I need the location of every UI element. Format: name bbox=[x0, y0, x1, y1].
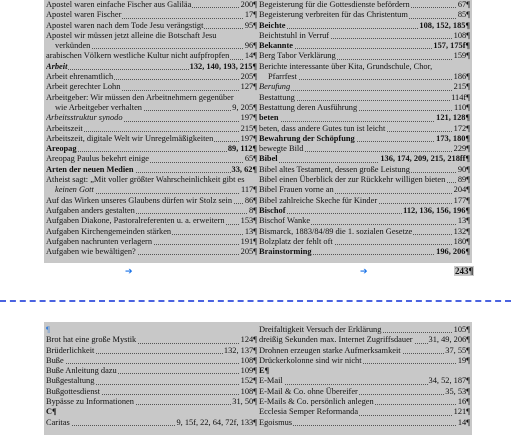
paragraph-mark bbox=[46, 325, 257, 335]
index-entry bbox=[259, 387, 470, 397]
index-entry bbox=[259, 93, 470, 103]
page-reference: 90¶ bbox=[457, 164, 470, 174]
index-term: dreißig Sekunden max. Internet Zugriffsdauer bbox=[259, 335, 413, 345]
index-entry bbox=[259, 227, 470, 237]
index-term: Bibel einen Überblick der zur Rückkehr willigen bieten bbox=[259, 175, 446, 185]
page-reference: 112, 136, 156, 196¶ bbox=[403, 205, 470, 215]
page-reference: 177¶ bbox=[453, 195, 470, 205]
page-reference: 215¶ bbox=[240, 123, 257, 133]
index-term: Berichte interessante über Kita, Grundschule, Chor, bbox=[259, 61, 433, 71]
index-term: wie Arbeitgeber verhalten bbox=[46, 103, 143, 112]
index-entry bbox=[46, 72, 257, 82]
index-entry bbox=[46, 356, 257, 366]
index-column-right bbox=[259, 0, 470, 257]
index-entry bbox=[46, 185, 257, 195]
index-term: Beichtstuhl in Verruf bbox=[259, 30, 330, 40]
dot-leader bbox=[46, 363, 257, 364]
page-reference: 196, 206¶ bbox=[436, 247, 470, 257]
page-reference: 127¶ bbox=[240, 82, 257, 92]
index-term: ¶ bbox=[46, 325, 50, 334]
index-entry bbox=[259, 196, 470, 206]
index-term: arabischen Völkern westliche Kultur nicht aufpfropfen bbox=[46, 51, 230, 61]
page-reference: 205¶ bbox=[240, 247, 257, 257]
index-column-left bbox=[46, 325, 257, 428]
index-term: Arbeitszeit bbox=[46, 123, 83, 133]
index-entry bbox=[259, 72, 470, 82]
index-term: Bekannte bbox=[259, 41, 293, 51]
index-term: Bibel altes Testament, dessen große Leistung bbox=[259, 164, 410, 174]
index-entry bbox=[259, 356, 470, 366]
index-entry bbox=[46, 113, 257, 123]
index-term: Arbeitgeber: Wir müssen den Arbeitnehmern gegenüber bbox=[46, 92, 234, 102]
page-reference: 205¶ bbox=[240, 72, 257, 82]
index-term: Beichte bbox=[259, 20, 286, 30]
index-term: Berufung bbox=[259, 82, 291, 92]
page-reference: 159¶ bbox=[453, 51, 470, 61]
index-term: Brüderlichkeit bbox=[46, 345, 95, 355]
index-entry bbox=[46, 175, 257, 185]
index-page-bottom bbox=[44, 322, 472, 435]
index-entry bbox=[259, 82, 470, 92]
page-reference: 16¶ bbox=[457, 397, 470, 407]
index-entry bbox=[259, 346, 470, 356]
index-entry bbox=[259, 51, 470, 61]
page-reference: 89¶ bbox=[457, 175, 470, 185]
page-reference: 229¶ bbox=[453, 144, 470, 154]
index-entry bbox=[46, 397, 257, 407]
index-entry bbox=[46, 41, 257, 51]
index-letter-heading bbox=[46, 407, 257, 417]
page-reference: 14¶ bbox=[244, 51, 257, 61]
index-term: keinen Gott bbox=[46, 185, 95, 194]
index-term: Caritas bbox=[46, 417, 70, 427]
page-reference: 35, 53¶ bbox=[445, 386, 470, 396]
index-term: Arten der neuen Medien bbox=[46, 164, 134, 174]
index-term: Begeisterung verbreiten für das Christentum bbox=[259, 10, 408, 20]
page-reference: 8¶ bbox=[249, 205, 257, 215]
page-reference: 85¶ bbox=[457, 10, 470, 20]
page-break-divider bbox=[0, 300, 511, 302]
index-term: Aufgaben Kirchengemeinden stärken bbox=[46, 226, 172, 236]
page-number: 243¶ bbox=[455, 266, 474, 276]
index-entry bbox=[46, 376, 257, 386]
index-term: Arbeit gerechter Lohn bbox=[46, 82, 121, 92]
index-entry bbox=[46, 103, 257, 113]
index-term: Aufgaben Diakone, Pastoralreferenten u. a. erweitern bbox=[46, 216, 225, 226]
index-term: Atheist sagt: „Mit voller größter Wahrscheinlichkeit gibt es bbox=[46, 175, 245, 185]
index-column-right bbox=[259, 325, 470, 428]
index-term: Aufgaben wie bewältigen? bbox=[46, 247, 136, 257]
index-term: Apostel waren Fischer bbox=[46, 10, 122, 20]
page-reference: 13¶ bbox=[244, 226, 257, 236]
page-reference: 65¶ bbox=[244, 154, 257, 164]
index-entry bbox=[46, 31, 257, 41]
page-reference: 13¶ bbox=[457, 216, 470, 226]
index-entry bbox=[259, 10, 470, 20]
index-term: Egoismus bbox=[259, 417, 293, 427]
page-reference: 197¶ bbox=[240, 113, 257, 123]
index-entry bbox=[259, 325, 470, 335]
page-reference: 19¶ bbox=[457, 355, 470, 365]
index-entry bbox=[46, 227, 257, 237]
index-term: Dreifaltigkeit Versuch der Erklärung bbox=[259, 325, 382, 334]
index-entry bbox=[259, 237, 470, 247]
index-term: C¶ bbox=[46, 407, 57, 417]
page-reference: 9, 15f, 22, 64, 72f, 133¶ bbox=[176, 417, 257, 427]
page-reference: 67¶ bbox=[457, 0, 470, 9]
index-term: Aufgaben nachrunten verlagern bbox=[46, 236, 153, 246]
index-term: Buße bbox=[46, 355, 64, 365]
index-term: Drückerkolonne sind wir nicht bbox=[259, 355, 362, 365]
index-term: Bischof Wanke bbox=[259, 216, 311, 226]
index-entry bbox=[259, 185, 470, 195]
index-term: Areopag Paulus bekehrt einige bbox=[46, 154, 150, 164]
index-term: Arbeitszeit, digitale Welt wir Unregelmäßigkeiten bbox=[46, 133, 214, 143]
page-reference: 132¶ bbox=[453, 226, 470, 236]
index-entry bbox=[46, 247, 257, 257]
index-entry bbox=[46, 418, 257, 428]
index-entry bbox=[259, 175, 470, 185]
index-term: Aufgaben anders gestalten bbox=[46, 205, 135, 215]
index-term: Bestattung bbox=[259, 92, 295, 102]
index-term: Apostel waren einfache Fischer aus Galiläa bbox=[46, 0, 192, 9]
index-term: Pfarrfest bbox=[259, 72, 298, 81]
arrow-right-icon: ➔ bbox=[125, 267, 133, 277]
index-term: Bolzplatz der fehlt oft bbox=[259, 236, 333, 246]
page-reference: 34, 52, 187¶ bbox=[428, 376, 470, 386]
page-reference: 96¶ bbox=[244, 41, 257, 51]
index-term: Berg Tabor Verklärung bbox=[259, 51, 336, 61]
index-entry bbox=[46, 82, 257, 92]
page-reference: 95¶ bbox=[244, 20, 257, 30]
index-entry bbox=[46, 196, 257, 206]
index-entry bbox=[259, 41, 470, 51]
page-reference: 180¶ bbox=[453, 236, 470, 246]
page-reference: 152¶ bbox=[240, 376, 257, 386]
index-entry bbox=[259, 418, 470, 428]
index-term: bewegte Bild bbox=[259, 144, 304, 154]
index-term: verkünden bbox=[46, 41, 91, 50]
index-term: Drohnen erzeugen starke Aufmerksamkeit bbox=[259, 345, 401, 355]
index-term: Bismarck, 1883/84/89 die 1. sozialen Gesetze bbox=[259, 226, 413, 236]
page-reference: 108, 152, 185¶ bbox=[419, 20, 470, 30]
index-entry bbox=[46, 154, 257, 164]
page-reference: 108¶ bbox=[240, 355, 257, 365]
page-reference: 121, 128¶ bbox=[436, 113, 470, 123]
index-entry bbox=[259, 216, 470, 226]
index-entry bbox=[259, 335, 470, 345]
index-term: E-Mail & Co. ohne Übereifer bbox=[259, 386, 358, 396]
index-term: Apostel waren nach dem Tode Jesu verängstigt bbox=[46, 20, 204, 30]
index-entry bbox=[46, 387, 257, 397]
index-entry bbox=[259, 113, 470, 123]
index-entry bbox=[46, 124, 257, 134]
page-reference: 105¶ bbox=[453, 325, 470, 334]
index-entry bbox=[259, 0, 470, 10]
index-term: Brainstorming bbox=[259, 247, 312, 257]
index-page-top bbox=[44, 0, 472, 263]
index-letter-heading bbox=[259, 366, 470, 376]
page-reference: 31, 49, 206¶ bbox=[428, 335, 470, 345]
index-term: Bußgestaltung bbox=[46, 376, 95, 386]
index-entry bbox=[46, 93, 257, 103]
index-term: Bibel bbox=[259, 154, 278, 164]
index-term: Ecclesia Semper Reformanda bbox=[259, 407, 359, 417]
page-reference: 132, 140, 193, 215¶ bbox=[189, 61, 257, 71]
index-term: Bibel zahlreiche Skeche für Kinder bbox=[259, 195, 378, 205]
index-term: E¶ bbox=[259, 366, 270, 376]
page-reference: 31, 50¶ bbox=[232, 397, 257, 407]
index-term: Bestattung deren Ausführung bbox=[259, 102, 358, 112]
index-entry bbox=[259, 31, 470, 41]
index-entry bbox=[46, 346, 257, 356]
index-entry bbox=[46, 62, 257, 72]
index-term: Begeisterung für die Gottesdienste befördern bbox=[259, 0, 410, 9]
page-reference: 197¶ bbox=[240, 133, 257, 143]
index-entry bbox=[259, 21, 470, 31]
page-reference: 121¶ bbox=[453, 407, 470, 417]
index-entry bbox=[46, 335, 257, 345]
index-term: E-Mails & Co. persönlich anlegen bbox=[259, 397, 374, 407]
index-term: Apostel wir müssen jetzt alleine die Botschaft Jesu bbox=[46, 30, 217, 40]
page-reference: 37, 55¶ bbox=[445, 345, 470, 355]
index-entry bbox=[46, 216, 257, 226]
index-entry bbox=[46, 51, 257, 61]
index-entry bbox=[46, 134, 257, 144]
index-term: Arbeitsstruktur synodo bbox=[46, 113, 123, 123]
index-term: Buße Anleitung dazu bbox=[46, 366, 117, 376]
index-entry bbox=[46, 366, 257, 376]
index-entry bbox=[259, 144, 470, 154]
arrow-right-icon: ➔ bbox=[360, 267, 368, 277]
page-reference: 215¶ bbox=[453, 82, 470, 92]
page-reference: 172¶ bbox=[453, 123, 470, 133]
index-entry bbox=[259, 165, 470, 175]
page-reference: 33, 62¶ bbox=[231, 164, 257, 174]
index-entry bbox=[259, 206, 470, 216]
page-reference: 124¶ bbox=[240, 335, 257, 345]
index-entry bbox=[46, 0, 257, 10]
index-term: beten bbox=[259, 113, 279, 123]
page-reference: 89, 112¶ bbox=[227, 144, 257, 154]
page-reference: 173, 180¶ bbox=[436, 133, 470, 143]
page-reference: 191¶ bbox=[240, 236, 257, 246]
page-reference: 200¶ bbox=[240, 0, 257, 9]
index-entry bbox=[46, 21, 257, 31]
page-reference: 204¶ bbox=[453, 185, 470, 195]
page-reference: 157, 175f¶ bbox=[433, 41, 470, 51]
index-entry bbox=[46, 237, 257, 247]
index-entry bbox=[46, 144, 257, 154]
index-entry bbox=[259, 407, 470, 417]
index-term: Bußgottesdienst bbox=[46, 386, 100, 396]
index-term: Bypässe zu Informationen bbox=[46, 397, 134, 407]
index-entry bbox=[46, 10, 257, 20]
page-reference: 108¶ bbox=[453, 30, 470, 40]
index-term: Arbeit bbox=[46, 61, 68, 71]
index-term: Areopag bbox=[46, 144, 77, 154]
index-term: Brot hat eine große Mystik bbox=[46, 335, 137, 345]
index-entry bbox=[259, 376, 470, 386]
page-reference: 9, 205¶ bbox=[232, 102, 257, 112]
index-entry bbox=[46, 165, 257, 175]
index-entry bbox=[259, 154, 470, 164]
index-entry bbox=[259, 103, 470, 113]
index-entry bbox=[259, 124, 470, 134]
index-entry bbox=[259, 247, 470, 257]
index-column-left bbox=[46, 0, 257, 257]
page-reference: 17¶ bbox=[244, 10, 257, 20]
page-reference: 108¶ bbox=[240, 386, 257, 396]
page-reference: 153¶ bbox=[240, 216, 257, 226]
page-reference: 109¶ bbox=[240, 366, 257, 376]
page-reference: 132, 137¶ bbox=[223, 345, 257, 355]
index-term: Arbeit ehrenamtlich bbox=[46, 72, 114, 82]
index-term: beten, dass andere Gutes tun ist leicht bbox=[259, 123, 386, 133]
index-entry bbox=[259, 134, 470, 144]
index-entry bbox=[259, 397, 470, 407]
index-term: Bibel Frauen vorne an bbox=[259, 185, 334, 195]
index-term: Bischof bbox=[259, 205, 286, 215]
page-reference: 110¶ bbox=[453, 102, 470, 112]
index-entry bbox=[46, 206, 257, 216]
index-term: Auf das Wirken unseres Glaubens dürfen wir Stolz sein bbox=[46, 195, 233, 205]
page-reference: 186¶ bbox=[453, 72, 470, 82]
index-term: E-Mail bbox=[259, 376, 283, 386]
page-reference: 14¶ bbox=[457, 417, 470, 427]
index-entry bbox=[259, 62, 470, 72]
page-reference: 117¶ bbox=[240, 185, 257, 195]
page-reference: 86¶ bbox=[244, 195, 257, 205]
index-term: Bewahrung der Schöpfung bbox=[259, 133, 355, 143]
page-reference: 114f¶ bbox=[451, 92, 470, 102]
page-reference: 136, 174, 209, 215, 218ff¶ bbox=[380, 154, 470, 164]
